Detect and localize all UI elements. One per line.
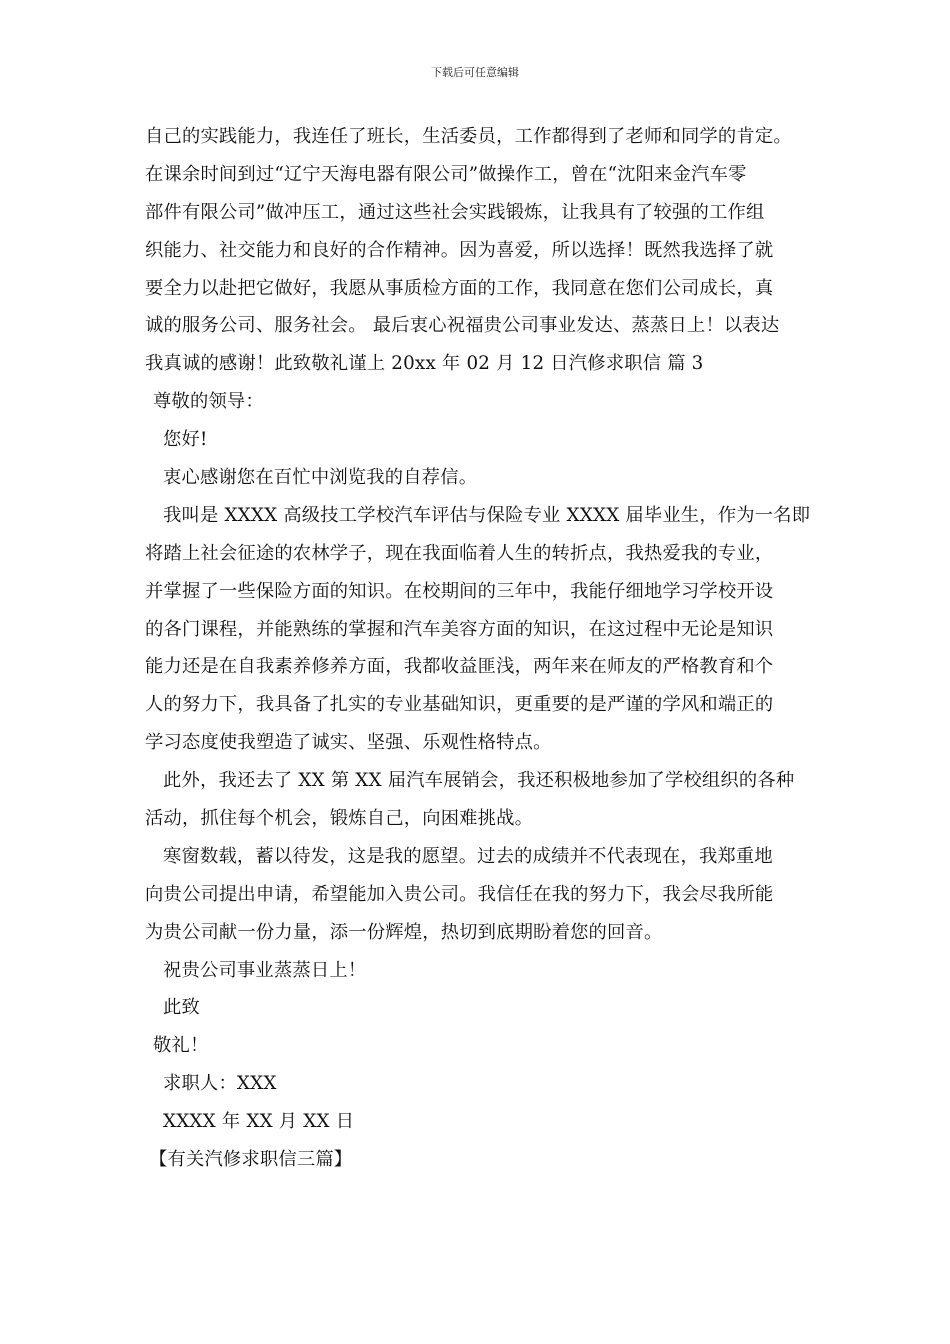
letter-body [145,118,811,1179]
salutation: 尊敬的领导： [153,391,264,413]
closing-salute: 敬礼！ [153,1035,209,1057]
applicant-signature: 求职人：XXX [163,1073,277,1095]
paragraph-line: 我叫是 XXXX 高级技工学校汽车评估与保险专业 XXXX 届毕业生，作为一名即 [163,504,811,526]
paragraph-line: 并掌握了一些保险方面的知识。在校期间的三年中，我能仔细地学习学校开设 [145,580,774,602]
paragraph-line: 人的努力下，我具备了扎实的专业基础知识，更重要的是严谨的学风和端正的 [145,694,774,716]
paragraph-line: 织能力、社交能力和良好的合作精神。因为喜爱，所以选择！既然我选择了就 [145,239,774,261]
paragraph-line: 部件有限公司”做冲压工，通过这些社会实践锻炼，让我具有了较强的工作组 [145,201,765,223]
page-header: 下载后可任意编辑 [431,66,519,79]
paragraph-line: 衷心感谢您在百忙中浏览我的自荐信。 [163,467,478,489]
paragraph-line: 在课余时间到过“辽宁天海电器有限公司”做操作工，曾在“沈阳来金汽车零 [145,163,747,185]
paragraph-line: 我真诚的感谢！此致敬礼谨上 20xx 年 02 月 12 日汽修求职信 篇 3 [145,353,704,375]
section-title: 【有关汽修求职信三篇】 [149,1149,353,1171]
paragraph-line: 诚的服务公司、服务社会。 最后衷心祝福贵公司事业发达、蒸蒸日上！以表达 [145,315,780,337]
paragraph-line: 将踏上社会征途的农林学子，现在我面临着人生的转折点，我热爱我的专业， [145,542,774,564]
paragraph-line: 的各门课程，并能熟练的掌握和汽车美容方面的知识，在这过程中无论是知识 [145,618,774,640]
paragraph-line: 此外，我还去了 XX 第 XX 届汽车展销会，我还积极地参加了学校组织的各种 [163,770,795,792]
paragraph-line: 活动，抓住每个机会，锻炼自己，向困难挑战。 [145,808,534,830]
paragraph-line: 学习态度使我塑造了诚实、坚强、乐观性格特点。 [145,732,552,754]
paragraph-line: 寒窗数载，蓄以待发，这是我的愿望。过去的成绩并不代表现在，我郑重地 [163,845,773,867]
greeting: 您好! [163,429,208,451]
paragraph-line: 自己的实践能力，我连任了班长，生活委员，工作都得到了老师和同学的肯定。 [145,126,792,147]
closing-line: 此致 [163,997,200,1019]
paragraph-line: 向贵公司提出申请，希望能加入贵公司。我信任在我的努力下，我会尽我所能 [145,883,774,905]
signature-date: XXXX 年 XX 月 XX 日 [163,1111,355,1133]
closing-wish: 祝贵公司事业蒸蒸日上！ [163,959,367,981]
paragraph-line: 要全力以赴把它做好，我愿从事质检方面的工作，我同意在您们公司成长，真 [145,277,774,299]
paragraph-line: 能力还是在自我素养修养方面，我都收益匪浅，两年来在师友的严格教育和个 [145,656,774,678]
paragraph-line: 为贵公司献一份力量，添一份辉煌，热切到底期盼着您的回音。 [145,921,663,943]
